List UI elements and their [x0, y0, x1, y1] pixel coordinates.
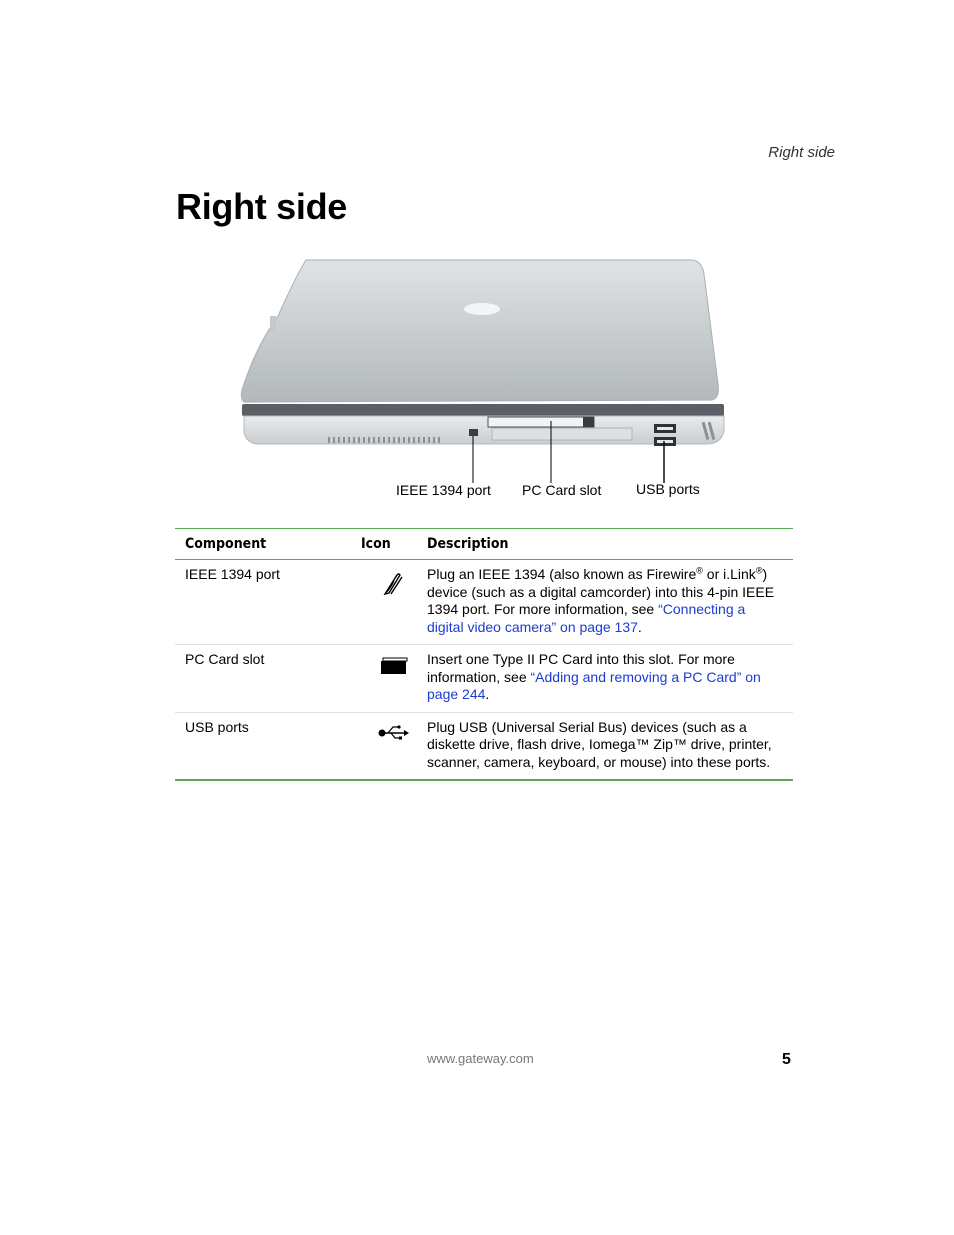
- icon-cell: [361, 645, 427, 712]
- callout-ieee-1394-port: IEEE 1394 port: [396, 482, 491, 498]
- link-connecting-camera[interactable]: “Connecting a digital video camera” on page 137: [427, 601, 746, 635]
- laptop-illustration: [236, 256, 736, 506]
- table-row: [175, 713, 793, 780]
- table-row: [175, 645, 793, 713]
- running-head: Right side: [768, 144, 835, 161]
- pc-card-icon: [380, 657, 408, 675]
- component-table: [175, 528, 793, 781]
- callout-usb-ports: USB ports: [636, 481, 700, 497]
- footer-url: www.gateway.com: [427, 1051, 534, 1066]
- ieee1394-icon: [383, 572, 405, 596]
- description-cell: Plug USB (Universal Serial Bus) devices (such as a diskette drive, flash drive, Iomega™ Zip™ drive, printer, scanner, camera, keyboard, or mouse) into these ports.: [427, 718, 772, 770]
- header-icon: Icon: [361, 536, 391, 552]
- table-row: [175, 560, 793, 645]
- icon-cell: [361, 560, 427, 644]
- component-cell: IEEE 1394 port: [185, 566, 280, 582]
- component-cell: PC Card slot: [185, 651, 265, 667]
- description-cell: Plug an IEEE 1394 (also known as Firewire® or i.Link®) device (such as a digital camcorder) into this 4-pin IEEE 1394 port. For more information, see “Connecting a digital video camera” on page 137.: [427, 565, 775, 635]
- callout-pc-card-slot: PC Card slot: [522, 482, 602, 498]
- link-adding-removing-pc-card[interactable]: “Adding and removing a PC Card” on page 244: [427, 668, 761, 702]
- header-component: Component: [185, 536, 267, 552]
- page-number: 5: [782, 1051, 791, 1068]
- table-header: [175, 529, 793, 560]
- page-title: Right side: [176, 186, 348, 227]
- usb-icon: [378, 725, 410, 741]
- header-description: Description: [427, 536, 509, 552]
- component-cell: USB ports: [185, 718, 249, 735]
- laptop-right-side-figure: [236, 256, 736, 506]
- description-cell: Insert one Type II PC Card into this slot. For more information, see “Adding and removing a PC Card” on page 244.: [427, 651, 761, 702]
- icon-cell: [361, 713, 427, 780]
